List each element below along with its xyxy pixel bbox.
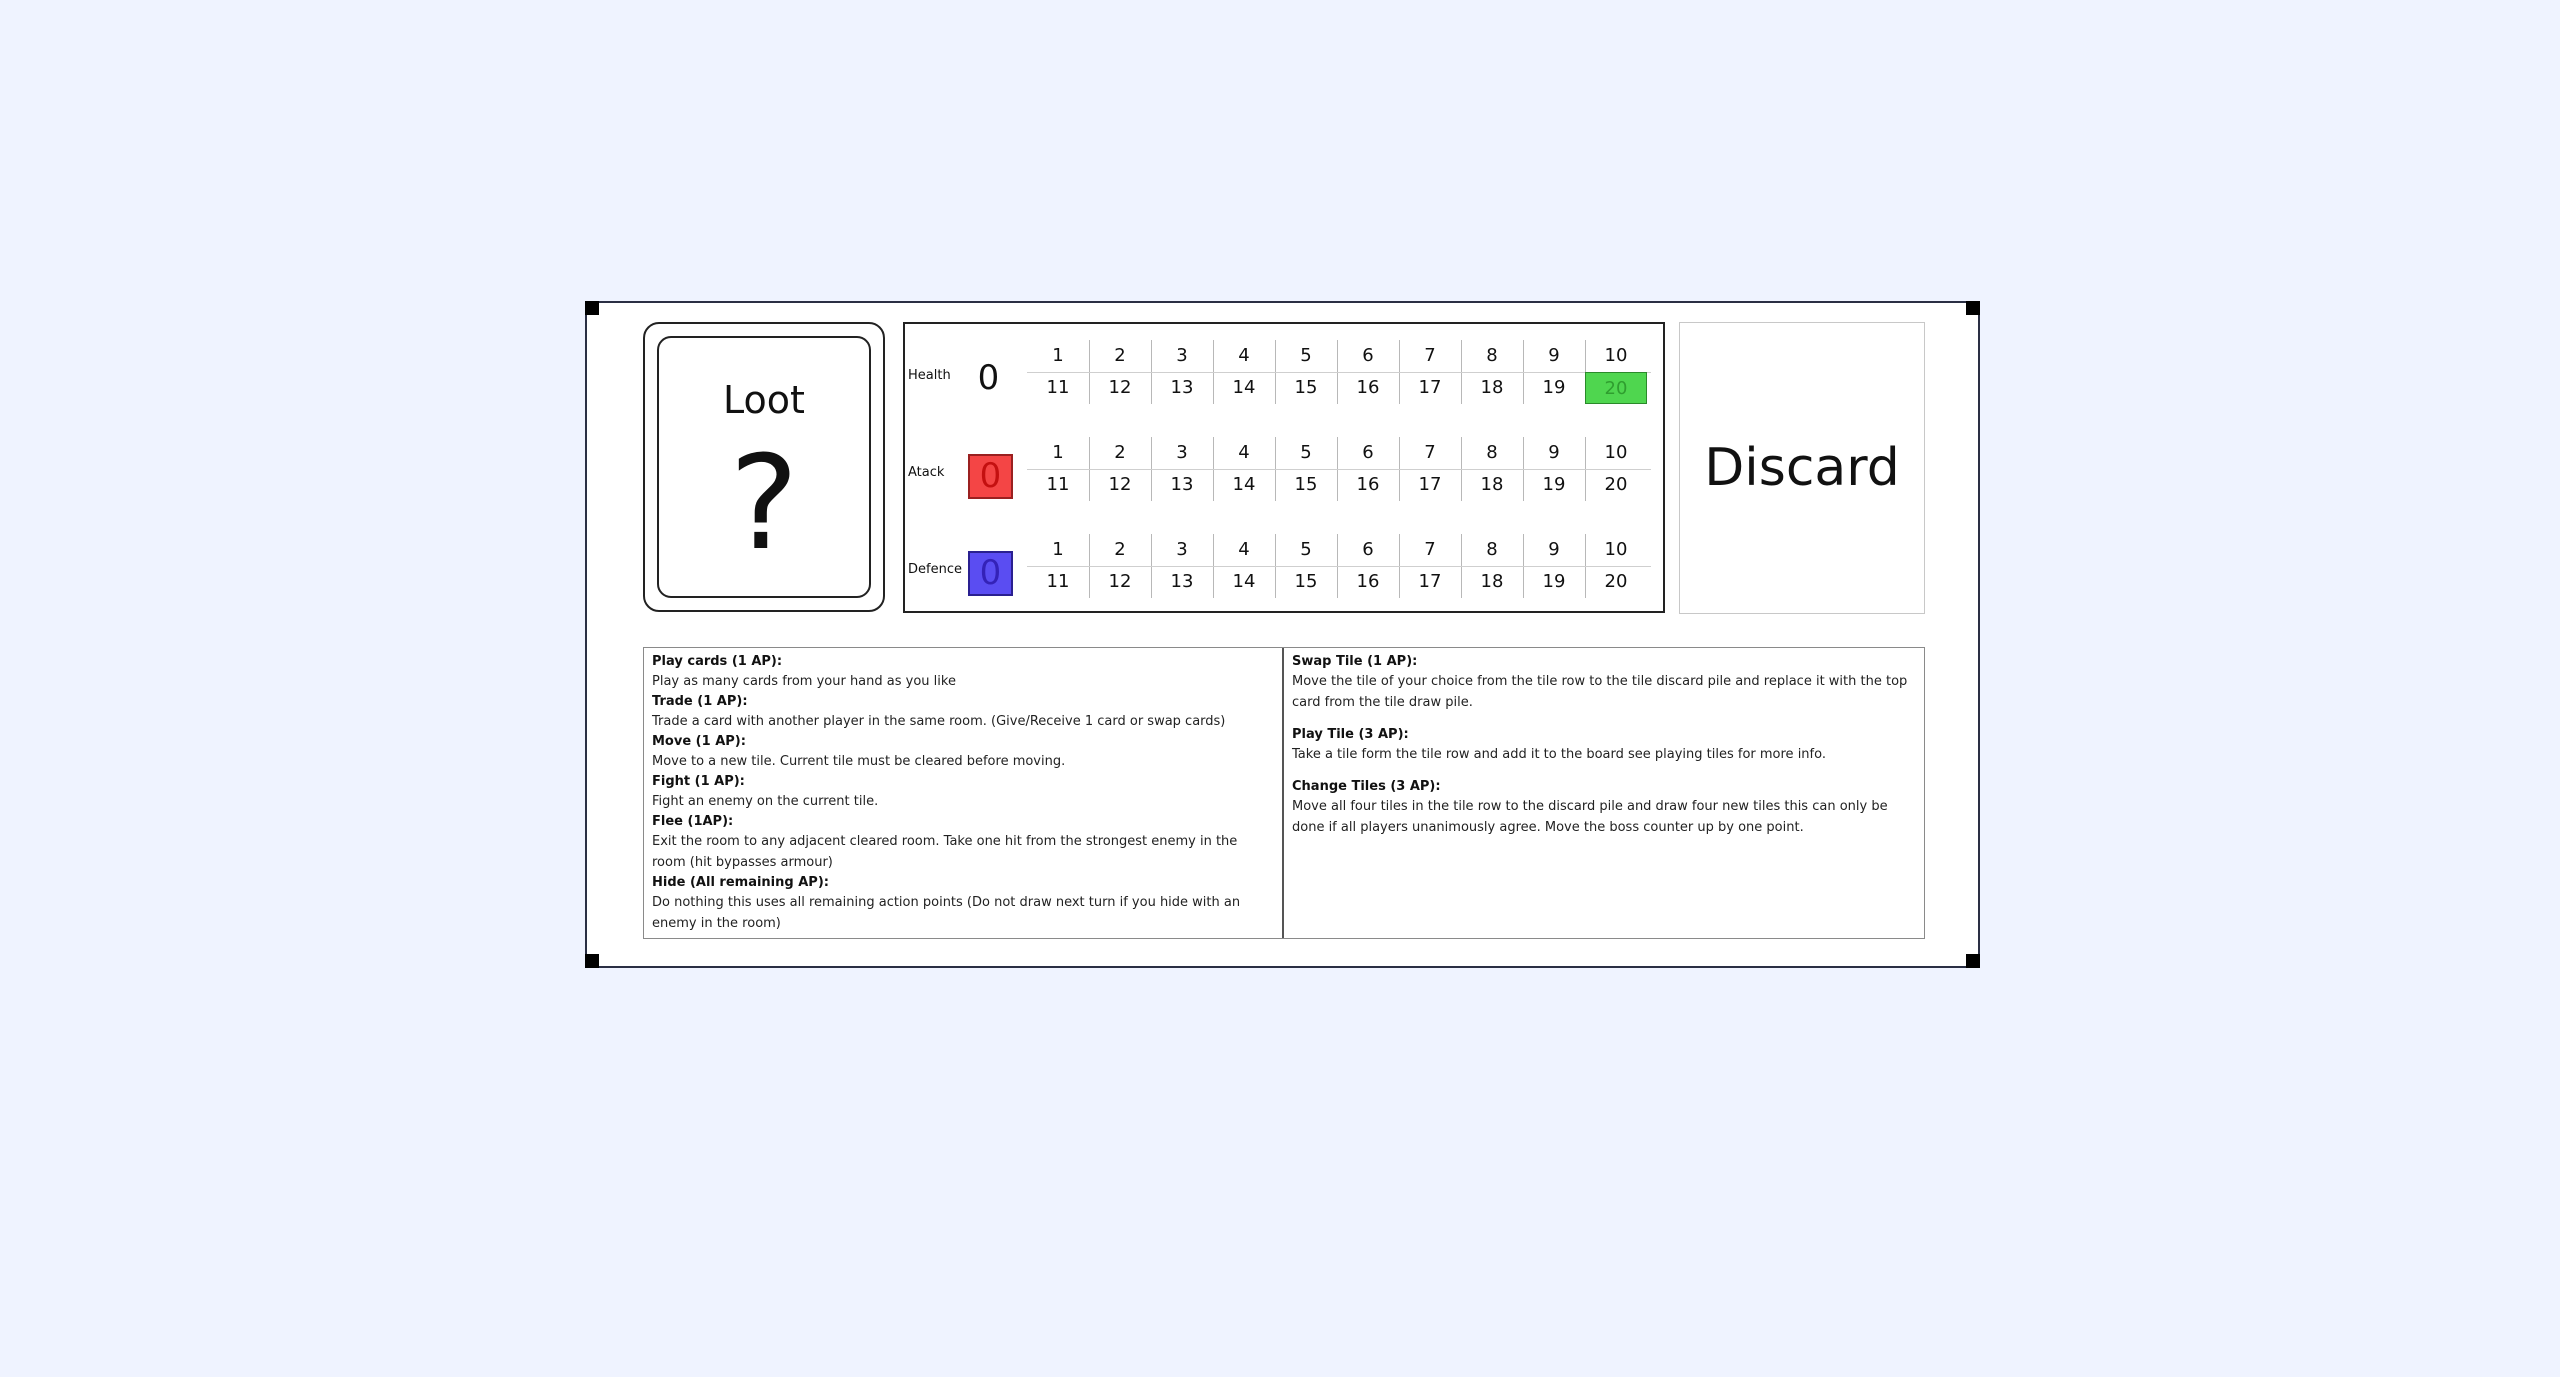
stat-row-attack: [905, 437, 1663, 517]
track-cell-8[interactable]: 8: [1486, 539, 1498, 560]
track-cell-9[interactable]: 9: [1548, 539, 1560, 560]
track-cell-13[interactable]: 13: [1170, 377, 1194, 398]
track-cell-6[interactable]: 6: [1362, 345, 1374, 366]
track-cell-2[interactable]: 2: [1114, 345, 1126, 366]
track-cell-10[interactable]: 10: [1604, 539, 1628, 560]
rule-title: Move (1 AP):: [652, 734, 746, 749]
rule-title: Trade (1 AP):: [652, 694, 748, 709]
track-cell-16[interactable]: 16: [1356, 377, 1380, 398]
track-cell-4[interactable]: 4: [1238, 539, 1250, 560]
track-cell-16[interactable]: 16: [1356, 571, 1380, 592]
track-cell-10[interactable]: 10: [1604, 442, 1628, 463]
track-cell-8[interactable]: 8: [1486, 442, 1498, 463]
track-cell-19[interactable]: 19: [1542, 474, 1566, 495]
track-cell-7[interactable]: 7: [1424, 539, 1436, 560]
rule-item: [652, 692, 1274, 732]
rule-item: [652, 652, 1274, 692]
stat-label-attack: Atack: [908, 465, 945, 480]
rule-item: [652, 772, 1274, 812]
track-cell-1[interactable]: 1: [1052, 539, 1064, 560]
stat-label-health: Health: [908, 368, 951, 383]
corner-mark: [585, 301, 599, 315]
rule-title: Flee (1AP):: [652, 814, 734, 829]
discard-pile[interactable]: Discard: [1679, 322, 1925, 614]
rule-description: Move the tile of your choice from the tile row to the tile discard pile and replace it with the top card from the tile draw pile.: [1292, 674, 1908, 710]
track-cell-20[interactable]: 20: [1604, 571, 1628, 592]
corner-mark: [1966, 954, 1980, 968]
rule-item: [652, 732, 1274, 772]
track-cell-11[interactable]: 11: [1046, 474, 1070, 495]
rule-title: Swap Tile (1 AP):: [1292, 654, 1418, 669]
track-cell-17[interactable]: 17: [1418, 571, 1442, 592]
track-cell-12[interactable]: 12: [1108, 377, 1132, 398]
track-cell-18[interactable]: 18: [1480, 571, 1504, 592]
track-cell-2[interactable]: 2: [1114, 442, 1126, 463]
rule-description: Trade a card with another player in the same room. (Give/Receive 1 card or swap cards): [652, 714, 1226, 729]
track-cell-9[interactable]: 9: [1548, 442, 1560, 463]
health-track: [1027, 340, 1651, 406]
player-board: [585, 301, 1980, 968]
track-cell-3[interactable]: 3: [1176, 539, 1188, 560]
track-cell-15[interactable]: 15: [1294, 571, 1318, 592]
rule-item: [652, 812, 1274, 873]
track-cell-6[interactable]: 6: [1362, 539, 1374, 560]
track-cell-15[interactable]: 15: [1294, 377, 1318, 398]
track-cell-16[interactable]: 16: [1356, 474, 1380, 495]
stat-label-defence: Defence: [908, 562, 962, 577]
track-cell-12[interactable]: 12: [1108, 474, 1132, 495]
track-cell-14[interactable]: 14: [1232, 377, 1256, 398]
track-cell-8[interactable]: 8: [1486, 345, 1498, 366]
health-counter[interactable]: 0: [977, 358, 1000, 398]
loot-card-slot[interactable]: [643, 322, 885, 612]
rule-title: Play Tile (3 AP):: [1292, 727, 1409, 742]
rule-item: [1292, 652, 1916, 713]
rule-description: Play as many cards from your hand as you like: [652, 674, 956, 689]
track-cell-1[interactable]: 1: [1052, 345, 1064, 366]
stat-row-health: [905, 340, 1663, 420]
rule-title: Play cards (1 AP):: [652, 654, 783, 669]
stats-panel: [903, 322, 1665, 613]
track-cell-4[interactable]: 4: [1238, 345, 1250, 366]
track-cell-18[interactable]: 18: [1480, 474, 1504, 495]
defence-counter[interactable]: 0: [968, 551, 1013, 596]
track-cell-19[interactable]: 19: [1542, 571, 1566, 592]
track-cell-3[interactable]: 3: [1176, 345, 1188, 366]
track-cell-14[interactable]: 14: [1232, 571, 1256, 592]
track-cell-20[interactable]: 20: [1585, 372, 1647, 404]
corner-mark: [1966, 301, 1980, 315]
rule-title: Fight (1 AP):: [652, 774, 745, 789]
track-cell-5[interactable]: 5: [1300, 345, 1312, 366]
loot-card[interactable]: [657, 336, 871, 598]
track-cell-6[interactable]: 6: [1362, 442, 1374, 463]
rules-left-column: [644, 648, 1284, 938]
rule-description: Exit the room to any adjacent cleared room. Take one hit from the strongest enemy in the room (hit bypasses armour): [652, 834, 1238, 870]
track-cell-12[interactable]: 12: [1108, 571, 1132, 592]
track-cell-4[interactable]: 4: [1238, 442, 1250, 463]
track-cell-18[interactable]: 18: [1480, 377, 1504, 398]
rules-panel: [643, 647, 1925, 939]
track-cell-11[interactable]: 11: [1046, 571, 1070, 592]
track-cell-13[interactable]: 13: [1170, 571, 1194, 592]
track-cell-7[interactable]: 7: [1424, 345, 1436, 366]
track-cell-17[interactable]: 17: [1418, 377, 1442, 398]
rule-item: [1292, 777, 1916, 838]
corner-mark: [585, 954, 599, 968]
rule-description: Take a tile form the tile row and add it to the board see playing tiles for more info.: [1292, 747, 1826, 762]
track-cell-5[interactable]: 5: [1300, 539, 1312, 560]
rule-item: [652, 873, 1274, 934]
loot-title: Loot: [723, 378, 805, 422]
rule-item: [1292, 725, 1916, 765]
defence-track: [1027, 534, 1651, 600]
track-cell-15[interactable]: 15: [1294, 474, 1318, 495]
track-cell-17[interactable]: 17: [1418, 474, 1442, 495]
track-cell-7[interactable]: 7: [1424, 442, 1436, 463]
rule-description: Move to a new tile. Current tile must be cleared before moving.: [652, 754, 1066, 769]
rules-right-column: [1284, 648, 1924, 938]
track-cell-14[interactable]: 14: [1232, 474, 1256, 495]
stat-row-defence: [905, 534, 1663, 614]
rule-title: Change Tiles (3 AP):: [1292, 779, 1441, 794]
question-mark-icon: ?: [729, 427, 799, 579]
track-cell-10[interactable]: 10: [1604, 345, 1628, 366]
rule-title: Hide (All remaining AP):: [652, 875, 829, 890]
track-cell-20[interactable]: 20: [1604, 474, 1628, 495]
track-cell-13[interactable]: 13: [1170, 474, 1194, 495]
track-cell-5[interactable]: 5: [1300, 442, 1312, 463]
track-cell-9[interactable]: 9: [1548, 345, 1560, 366]
track-cell-11[interactable]: 11: [1046, 377, 1070, 398]
rule-description: Move all four tiles in the tile row to the discard pile and draw four new tiles this can only be done if all players unanimously agree. Move the boss counter up by one point.: [1292, 799, 1888, 835]
rule-description: Do nothing this uses all remaining action points (Do not draw next turn if you hide with an enemy in the room): [652, 895, 1241, 931]
track-cell-19[interactable]: 19: [1542, 377, 1566, 398]
attack-track: [1027, 437, 1651, 503]
track-cell-3[interactable]: 3: [1176, 442, 1188, 463]
track-cell-2[interactable]: 2: [1114, 539, 1126, 560]
attack-counter[interactable]: 0: [968, 454, 1013, 499]
track-cell-1[interactable]: 1: [1052, 442, 1064, 463]
rule-description: Fight an enemy on the current tile.: [652, 794, 879, 809]
